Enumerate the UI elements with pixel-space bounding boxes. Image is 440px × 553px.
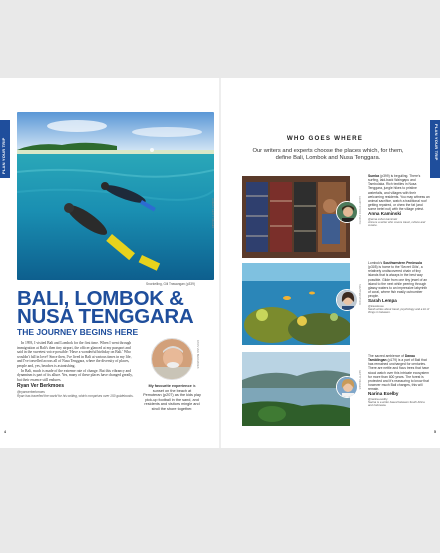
plan-your-trip-tab-right [430,120,440,178]
author-block [17,383,137,398]
sarah-lempa-portrait [336,289,358,311]
entry-dt-body: (p179) is a part of Bali that has remained unchanged for centuries. There are nettle and ficus trees that have stood watch over this intricate ecosystem for more than 600 years. The forest is protected and it's reassuring to know that however much Bali changes, this will remain. [368,358,429,392]
coral-illustration [242,263,350,345]
danau-tamblingan-photo [242,352,350,426]
portrait-illustration [337,202,358,223]
author-note: Ryan has travelled the world for his writing, which comprises over 150 guidebooks. [17,394,134,398]
portrait-illustration [337,377,358,398]
section-intro: Our writers and experts choose the places which, for them, define Bali, Lombok and Nusa Tenggara. [252,148,404,161]
author-portrait-illustration [152,339,193,380]
favourite-experience [143,384,201,411]
entry-sumba-note: Anna is a writer who covers travel, culture and cuisine. [368,219,426,228]
author-name: Ryan Ver Berkmoes [17,383,64,389]
entry-sumba-handle: @anna.cohen.kaminski [368,216,398,221]
intro-paragraph-1: In 1993, I visited Bali and Lombok for the first time. When I went through immigration at Bali's then tiny airport, the officer glanced at my passport and said in the sweetest voice possible: 'Have a wonderful birthday on Bali.' Who wouldn't fall in love? Since then, I've lived in Bali at various times in my life, and I've travelled across all of Nusa Tenggara, where the diversity of places, people and, yes, beaches is astonishing. [17,341,132,368]
favourite-label: My favourite experience [148,384,192,388]
entry-dt-text [368,354,430,391]
section-heading: WHO GOES WHERE [286,135,364,142]
image-2-vertical-credit: SHUTTERSTOCK [358,284,361,306]
entry-sw-text [368,261,430,298]
entry-sw-prefix: Lombok's [368,261,383,265]
image-1-vertical-credit: ALAMY STOCK PHOTO [358,196,361,225]
entry-dt-note: Narina is a writer based between South Africa and Indonesia. [368,399,425,408]
favourite-text: is sunset on the beach at Pemuteran (p207) as the kids play pick-up football in the sand, and residents and visitors mingle and stroll the shore together. [143,384,201,411]
page-subtitle: THE JOURNEY BEGINS HERE [17,327,139,337]
entry-sumba-lead: Sumba [368,174,380,178]
entry-sw-handle: @travelessa [368,303,384,308]
entry-sw-note: Sarah writes about travel, psychology and a lot of things in between. [368,306,430,315]
narina-exelby-portrait [336,376,358,398]
entry-dt-author: Narina Exelby [368,391,399,397]
lake-illustration [242,352,350,426]
intro-body [17,341,137,382]
page-number-left: 4 [4,430,6,434]
side-tab-label: PLAN YOUR TRIP [434,124,439,161]
left-page [0,78,220,448]
anna-kaminski-portrait [336,201,358,223]
sumba-textiles-photo [242,176,350,258]
snorkelling-photo [17,112,214,280]
book-spread [0,78,440,448]
entry-sumba-text [368,174,430,211]
portrait-vertical-credit: RYAN VER BERKMOES [196,340,199,369]
right-page [220,78,440,448]
intro-paragraph-2: In Bali, much is made of the extreme rate of change. But this vibrancy and dynamism is part of its allure. Yes, many of these places have changed greatly, but their essence still endures. [17,368,133,382]
author-handle: @ryanverberkmoes [17,390,45,394]
entry-sumba-author: Anna Kaminski [368,211,402,217]
entry-sumba [368,174,430,228]
entry-sw-body: (p305) is home to the 'Secret Gilis', a relatively undiscovered chain of tiny islands that is always in the best way possible. Glide from one tiny jewel of an island to the next while peering through glassy waters to an impressive labyrinth of coral, where fish easily outnumber people. [368,265,428,299]
coral-reef-photo [242,263,350,345]
entry-dt-lead: Danau Tamblingan [368,354,416,363]
entry-danau-tamblingan [368,354,430,408]
entry-sw-lead: Southwestern Peninsula [383,261,422,265]
entry-sw-author: Sarah Lempa [368,298,397,304]
snorkelling-illustration [17,112,214,280]
image-3-vertical-credit: GETTY IMAGES [358,370,361,390]
photo-credit: Snorkelling, Gili Trawangan (p339) [146,282,195,286]
entry-sumba-body: (p399) is beguiling. There's surfing, laid-back Waingapu and Tambolaka. Rich textiles in Nusa Tenggara, jungle hikes to pristine waterfalls, and villages with their welcoming residents. You may witness an animal sacrifice, watch a traditional roof getting repaired, or chew the fat (and some betel nut) with the village priest. [368,174,430,212]
photo-vertical-credit: JAMES / GETTY IMAGES [211,198,214,229]
side-tab-label: PLAN YOUR TRIP [1,137,6,174]
page-title: BALI, LOMBOK & NUSA TENGGARA [17,287,194,328]
author-portrait [151,338,193,380]
page-number-right: 5 [434,430,436,434]
portrait-illustration [337,290,358,311]
textiles-illustration [242,176,350,258]
entry-dt-handle: @narina.exelby [368,396,388,401]
plan-your-trip-tab-left [0,120,10,178]
entry-dt-prefix: The sacred ambience of [368,354,404,358]
entry-southwestern-peninsula [368,261,430,315]
